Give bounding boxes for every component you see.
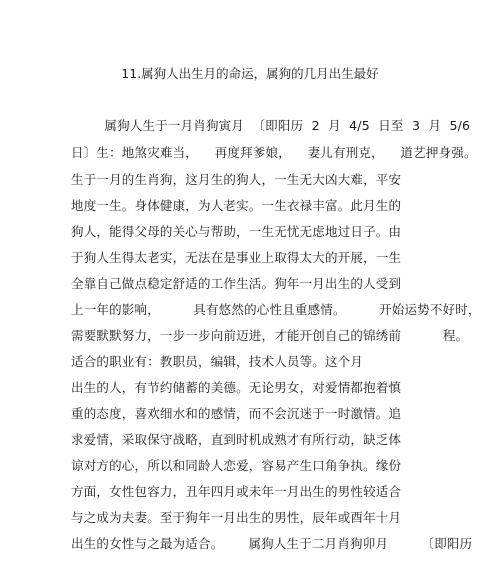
text-line: 重的态度，喜欢细水和的感情，而不会沉迷于一时激情。追 bbox=[71, 406, 402, 421]
text-line: 出生的人，有节约储蓄的美德。无论男女，对爱情都抱着慎 bbox=[71, 380, 402, 395]
text-line: 求爱情，采取保守战略，直到时机成熟才有所行动，缺乏体 bbox=[71, 432, 402, 447]
text-line: 全靠自己做点稳定舒适的工作生活。狗年一月出生的人受到 bbox=[71, 276, 402, 291]
text-line: 方面，女性包容力，丑年四月或未年一月出生的男性较适合 bbox=[71, 484, 402, 499]
text-line: 属狗人生于一月肖狗寅月 〔即阳历 2 月 4/5 日至 3 月 5/6 bbox=[71, 118, 471, 133]
text-line: 地度一生。身体健康，为人老实。一生衣禄丰富。此月生的 bbox=[71, 198, 402, 213]
text-line: 需要默默努力，一步一步向前迈进，才能开创自己的锦绣前 程。 bbox=[71, 328, 469, 343]
document-title: 11.属狗人出生月的命运，属狗的几月出生最好 bbox=[121, 66, 379, 81]
text-line: 生于一月的生肖狗，这月生的狗人，一生无大凶大难，平安 bbox=[71, 172, 402, 187]
text-line: 与之成为夫妻。至于狗年一月出生的男性，辰年或酉年十月 bbox=[71, 510, 402, 525]
text-line: 日〕生：地煞灾难当， 再度拜爹娘， 妻儿有刑克， 道艺押身强。 bbox=[71, 145, 477, 160]
text-line: 出生的女性与之最为适合。 属狗人生于二月肖狗卯月 〔即阳历 bbox=[71, 536, 473, 551]
text-line: 适合的职业有：教职员，编辑，技术人员等。这个月 bbox=[71, 354, 364, 369]
text-line: 上一年的影响， 具有悠然的心性且重感情。 开始运势不好时， bbox=[71, 302, 481, 317]
text-line: 狗人，能得父母的关心与帮助，一生无忧无虑地过日子。由 bbox=[71, 224, 402, 239]
text-line: 谅对方的心，所以和同龄人恋爱，容易产生口角争执。缘份 bbox=[71, 458, 402, 473]
text-line: 于狗人生得太老实，无法在是事业上取得太大的开展，一生 bbox=[71, 250, 402, 265]
